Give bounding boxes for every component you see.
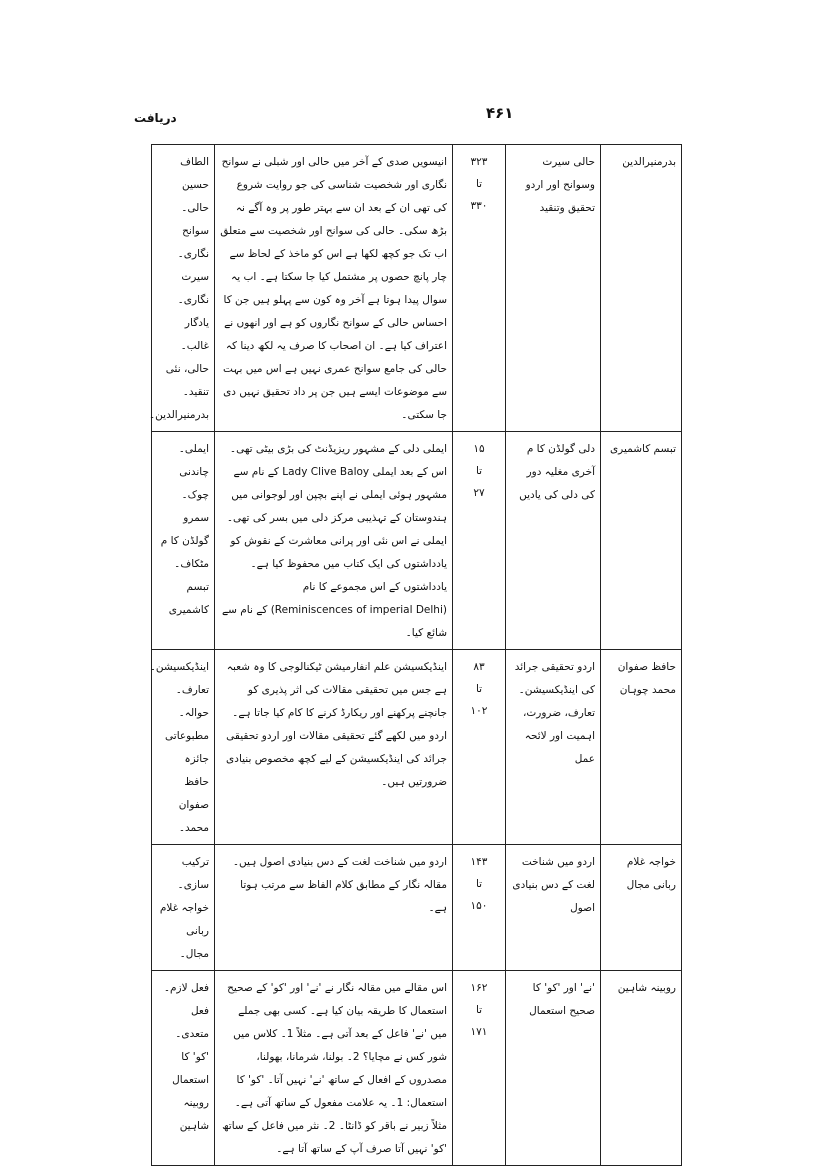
- table-row: [152, 432, 682, 650]
- keyword: فعل لازم۔ فعل: [163, 982, 209, 1017]
- keyword: تبسم کاشمیری: [168, 581, 209, 616]
- page-to-word: تا: [475, 178, 483, 190]
- title-cell: حالی سیرت وسوانح اور اردو تحقیق وتنقید: [506, 145, 601, 432]
- keyword: ایملی۔ چاندنی چوک۔ سمرو: [178, 443, 209, 524]
- keyword: یادگار غالب۔: [180, 317, 209, 352]
- index-table: [151, 144, 682, 1166]
- summary-cell: انیسویں صدی کے آخر میں حالی اور شبلی نے سوانح نگاری اور شخصیت شناسی کی جو روایت شروع کی تھی ان کے بعد ان سے بہتر طور پر وہ آگے نہ بڑھ سکی۔ حالی کی سوانح اور شخصیت سے متعلق اب تک جو کچھ لکھا ہے اس کو ماخذ کے لحاظ سے چار پانچ حصوں پر مشتمل کیا جا سکتا ہے۔ اب یہ سوال پیدا ہوتا ہے آخر وہ کون سے پہلو ہیں جن کا احساس حالی کے سوانح نگاروں کو ہے اور انھوں نے اعتراف کیا ہے۔ ان اصحاب کا صرف یہ لکھ دینا کہ حالی کی جامع سوانح عمری نہیں ہے اس میں بہت سے موضوعات ایسے ہیں جن پر داد تحقیق نہیں دی جا سکتی۔: [215, 145, 453, 432]
- keywords-cell: [149, 145, 215, 432]
- author-cell: خواجہ غلام ربانی مجال: [601, 845, 682, 971]
- summary-cell: اینڈیکسیشن علم انفارمیشن ٹیکنالوجی کا وہ شعبہ ہے جس میں تحقیقی مقالات کی اثر پذیری کو جانچنے پرکھنے اور ریکارڈ کرنے کا کام کیا جاتا ہے۔ اردو میں لکھے گئے تحقیقی مقالات اور اردو تحقیقی جرائد کی اینڈیکسیشن کے لیے کچھ مخصوص بنیادی ضرورتیں ہیں۔: [215, 650, 453, 845]
- pages-cell: [453, 145, 506, 432]
- page-to: ۱۵۰: [470, 900, 488, 912]
- pages-cell: [453, 432, 506, 650]
- page-number: ۴۶۱: [486, 104, 514, 122]
- page-to-word: تا: [475, 683, 483, 695]
- keywords-cell: [152, 971, 215, 1166]
- table-row: [152, 145, 682, 432]
- pages-cell: [453, 971, 506, 1166]
- page-from: ۸۳: [473, 661, 485, 673]
- keyword: گولڈن کا م: [160, 535, 209, 547]
- pages-cell: [453, 650, 506, 845]
- keyword: اینڈیکسیشن۔: [149, 661, 209, 673]
- page-to: ۱۷۱: [470, 1026, 488, 1038]
- page-from: ۳۲۳: [470, 156, 488, 168]
- title-cell: اردو تحقیقی جرائد کی اینڈیکسیشن۔ تعارف، ضرورت، اہمیت اور لائحہ عمل: [506, 650, 601, 845]
- page-to: ۱۰۲: [470, 705, 488, 717]
- keyword: بدرمنیرالدین۔: [149, 409, 209, 421]
- keyword: حالی، نئی تنقید۔: [165, 363, 209, 398]
- keyword: مطبوعاتی جائزہ: [165, 730, 209, 765]
- page-from: ۱۴۳: [470, 856, 488, 868]
- keyword: روبینہ شاہین: [179, 1097, 209, 1132]
- title-cell: 'نے' اور 'کو' کا صحیح استعمال: [506, 971, 601, 1166]
- keyword: سوانح نگاری۔: [177, 225, 209, 260]
- keyword: ترکیب سازی۔: [177, 856, 209, 891]
- journal-name: دریافت: [134, 111, 177, 125]
- page-to-word: تا: [475, 1004, 483, 1016]
- keywords-cell: [152, 432, 215, 650]
- keywords-cell: [152, 845, 215, 971]
- page-to-word: تا: [475, 465, 483, 477]
- page-header: [124, 103, 692, 129]
- keywords-cell: [149, 650, 215, 845]
- summary-cell: اس مقالے میں مقالہ نگار نے 'نے' اور 'کو' کے صحیح استعمال کا طریقہ بیان کیا ہے۔ کسی بھی جملے میں 'نے' فاعل کے بعد آتی ہے۔ مثلاً 1۔ کلاس میں شور کس نے مچایا؟ 2۔ بولنا، شرمانا، بھولنا، مصدروں کے افعال کے ساتھ 'نے' نہیں آتا۔ 'کو' کا استعمال: 1۔ یہ علامت مفعول کے ساتھ آتی ہے۔ مثلاً زبیر نے باقر کو ڈانٹا۔ 2۔ نثر میں فاعل کے ساتھ 'کو' نہیں آتا صرف آپ کے ساتھ آتا ہے۔: [215, 971, 453, 1166]
- keyword: الطاف حسین حالی۔: [180, 156, 209, 214]
- page-from: ۱۵: [473, 443, 485, 455]
- keyword: سیرت نگاری۔: [177, 271, 209, 306]
- page-to: ۲۷: [473, 487, 485, 499]
- keyword: مجال۔: [179, 948, 209, 960]
- title-cell: اردو میں شناخت لغت کے دس بنیادی اصول: [506, 845, 601, 971]
- author-cell: روبینہ شاہین: [601, 971, 682, 1166]
- keyword: استعمال: [172, 1074, 209, 1086]
- page-from: ۱۶۲: [470, 982, 488, 994]
- keyword: مٹکاف۔: [174, 558, 209, 570]
- keyword: خواجہ غلام ربانی: [159, 902, 209, 937]
- summary-cell: ایملی دلی کے مشہور ریزیڈنٹ کی بڑی بیٹی تھی۔ اس کے بعد ایملی Lady Clive Baloy کے نام سے مشہور ہوئی ایملی نے اپنے بچپن اور لوجوانی میں ہندوستان کے تہذیبی مرکز دلی میں بسر کی تھی۔ ایملی نے اس نئی اور پرانی معاشرت کے نقوش کو یادداشتوں کی ایک کتاب میں محفوظ کیا ہے۔ یادداشتوں کے اس مجموعے کا نام (Reminiscences of imperial Delhi) کے نام سے شائع کیا۔: [215, 432, 453, 650]
- author-cell: حافظ صفوان محمد چوہان: [601, 650, 682, 845]
- table-row: [152, 650, 682, 845]
- table-row: [152, 845, 682, 971]
- author-cell: بدرمنیرالدین: [601, 145, 682, 432]
- title-cell: دلی گولڈن کا م آخری مغلیہ دور کی دلی کی یادیں: [506, 432, 601, 650]
- keyword: متعدی۔ 'کو' کا: [175, 1028, 209, 1063]
- pages-cell: [453, 845, 506, 971]
- page-to: ۳۳۰: [470, 200, 488, 212]
- page-to-word: تا: [475, 878, 483, 890]
- summary-cell: اردو میں شناخت لغت کے دس بنیادی اصول ہیں۔ مقالہ نگار کے مطابق کلام الفاظ سے مرتب ہوتا ہے۔: [215, 845, 453, 971]
- keyword: تعارف۔ حوالہ۔: [175, 684, 209, 719]
- keyword: حافظ صفوان محمد۔: [178, 776, 209, 834]
- author-cell: تبسم کاشمیری: [601, 432, 682, 650]
- table-row: [152, 971, 682, 1166]
